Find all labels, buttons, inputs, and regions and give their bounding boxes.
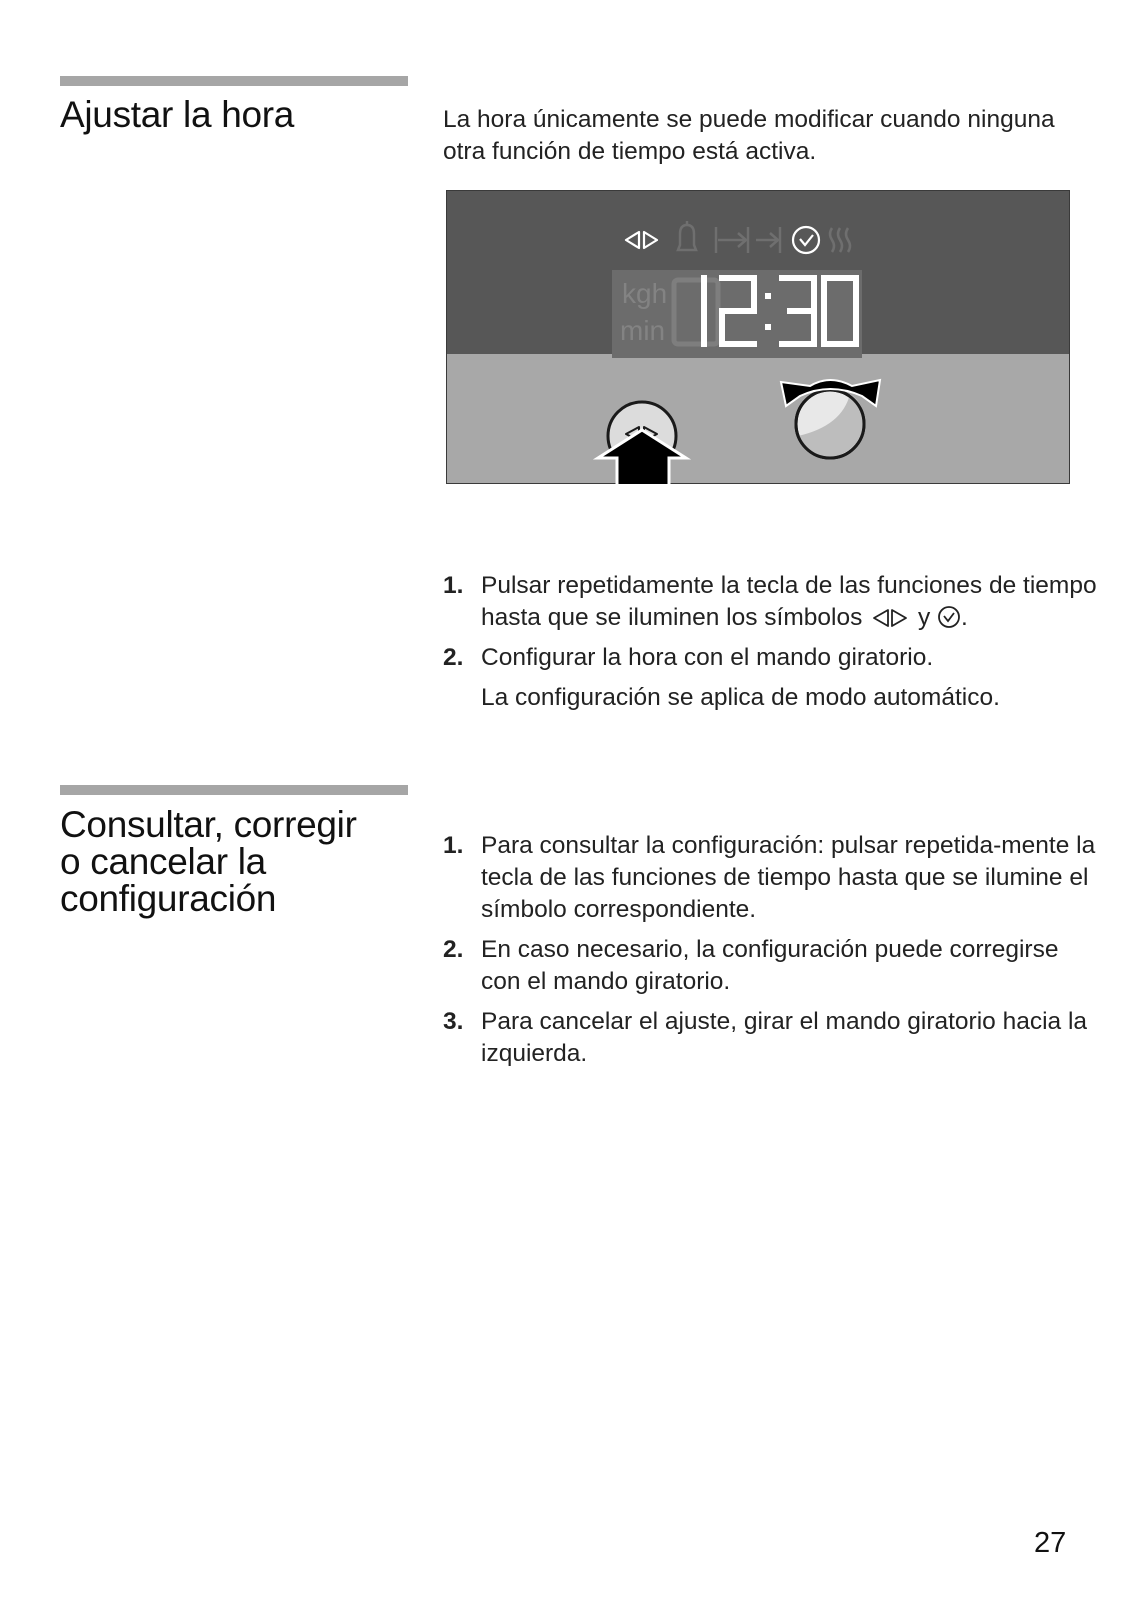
step-number: 2. [443, 644, 464, 671]
section-rule [60, 76, 408, 86]
step-text: Pulsar repetidamente la tecla de las funciones de tiempo hasta que se iluminen los símbolos [481, 572, 1097, 631]
step-text: Para consultar la configuración: pulsar repetida-mente la tecla de las funciones de tiempo hasta que se ilumine el símbolo correspondiente. [481, 832, 1096, 923]
list-item [443, 642, 1103, 714]
step-text: Configurar la hora con el mando giratorio. [481, 644, 934, 671]
control-strip [446, 354, 1070, 484]
steps-list-consult [443, 830, 1103, 1078]
list-item [443, 830, 1103, 926]
heading-line: Consultar, corregir [60, 804, 357, 845]
step-number: 2. [443, 936, 464, 963]
page-number: 27 [1034, 1527, 1067, 1559]
step-number: 1. [443, 832, 464, 859]
section-heading-consult-correct-cancel [60, 806, 420, 917]
step-text-conjunction: y [917, 604, 931, 631]
list-item [443, 934, 1103, 998]
section-heading-set-time: Ajustar la hora [60, 94, 295, 135]
steps-list-set-time [443, 570, 1103, 722]
rotary-knob[interactable] [796, 390, 864, 458]
control-panel-figure [446, 190, 1070, 484]
section-rule [60, 785, 408, 795]
time-functions-icon [869, 607, 911, 629]
heading-line: o cancelar la [60, 841, 266, 882]
unit-label-min: min [620, 315, 666, 346]
intro-text: La hora únicamente se puede modificar cuando ninguna otra función de tiempo está activa. [443, 106, 1055, 165]
step-text: En caso necesario, la configuración puede corregirse con el mando giratorio. [481, 936, 1059, 995]
step-number: 3. [443, 1008, 464, 1035]
step-number: 1. [443, 572, 464, 599]
step-text: Para cancelar el ajuste, girar el mando giratorio hacia la izquierda. [481, 1008, 1088, 1067]
unit-label-kgh: kgh [622, 278, 668, 309]
step-text-end: . [961, 604, 968, 631]
step-note: La configuración se aplica de modo automático. [481, 684, 1000, 711]
list-item [443, 570, 1103, 634]
heading-line: configuración [60, 878, 277, 919]
clock-icon [937, 605, 961, 629]
list-item [443, 1006, 1103, 1070]
